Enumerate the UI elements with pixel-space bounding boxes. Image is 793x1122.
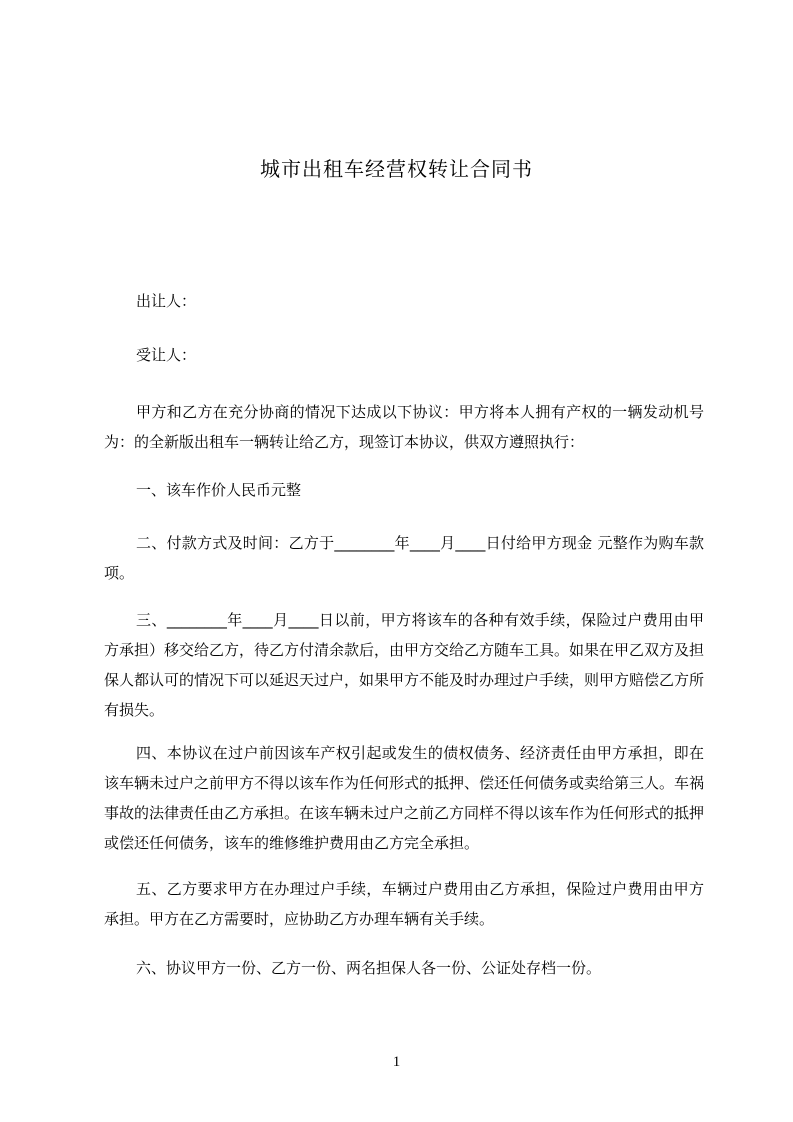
page-number: 1 bbox=[392, 1054, 401, 1070]
clause-3-transfer-procedures: 三、________年____月____日以前，甲方将该车的各种有效手续，保险过户费用由甲方承担）移交给乙方，待乙方付清余款后，由甲方交给乙方随车工具。如果在甲乙双方及担保人都认可的情况下可以延迟天过户，如果甲方不能及时办理过户手续，则甲方赔偿乙方所有损失。 bbox=[104, 611, 705, 719]
clause-5-transfer-fees: 五、乙方要求甲方在办理过户手续，车辆过户费用由乙方承担，保险过户费用由甲方承担。甲方在乙方需要时，应协助乙方办理车辆有关手续。 bbox=[104, 880, 704, 928]
transferee-line: 受让人： bbox=[136, 346, 197, 364]
clause-2-payment: 二、付款方式及时间：乙方于________年____月____日付给甲方现金 元整作为购车款项。 bbox=[104, 534, 704, 582]
clause-1-price: 一、该车作价人民币元整 bbox=[136, 481, 302, 499]
agreement-intro-paragraph: 甲方和乙方在充分协商的情况下达成以下协议：甲方将本人拥有产权的一辆发动机号为：的全新版出租车一辆转让给乙方，现签订本协议，供双方遵照执行： bbox=[104, 403, 704, 451]
clause-4-liability: 四、本协议在过户前因该车产权引起或发生的债权债务、经济责任由甲方承担，即在该车辆未过户之前甲方不得以该车作为任何形式的抵押、偿还任何债务或卖给第三人。车祸事故的法律责任由乙方承担。在该车辆未过户之前乙方同样不得以该车作为任何形式的抵押或偿还任何债务，该车的维修维护费用由乙方完全承担。 bbox=[104, 744, 705, 852]
transferor-line: 出让人： bbox=[136, 292, 197, 310]
document-title: 城市出租车经营权转让合同书 bbox=[260, 157, 533, 182]
clause-6-copies: 六、协议甲方一份、乙方一份、两名担保人各一份、公证处存档一份。 bbox=[136, 959, 602, 977]
